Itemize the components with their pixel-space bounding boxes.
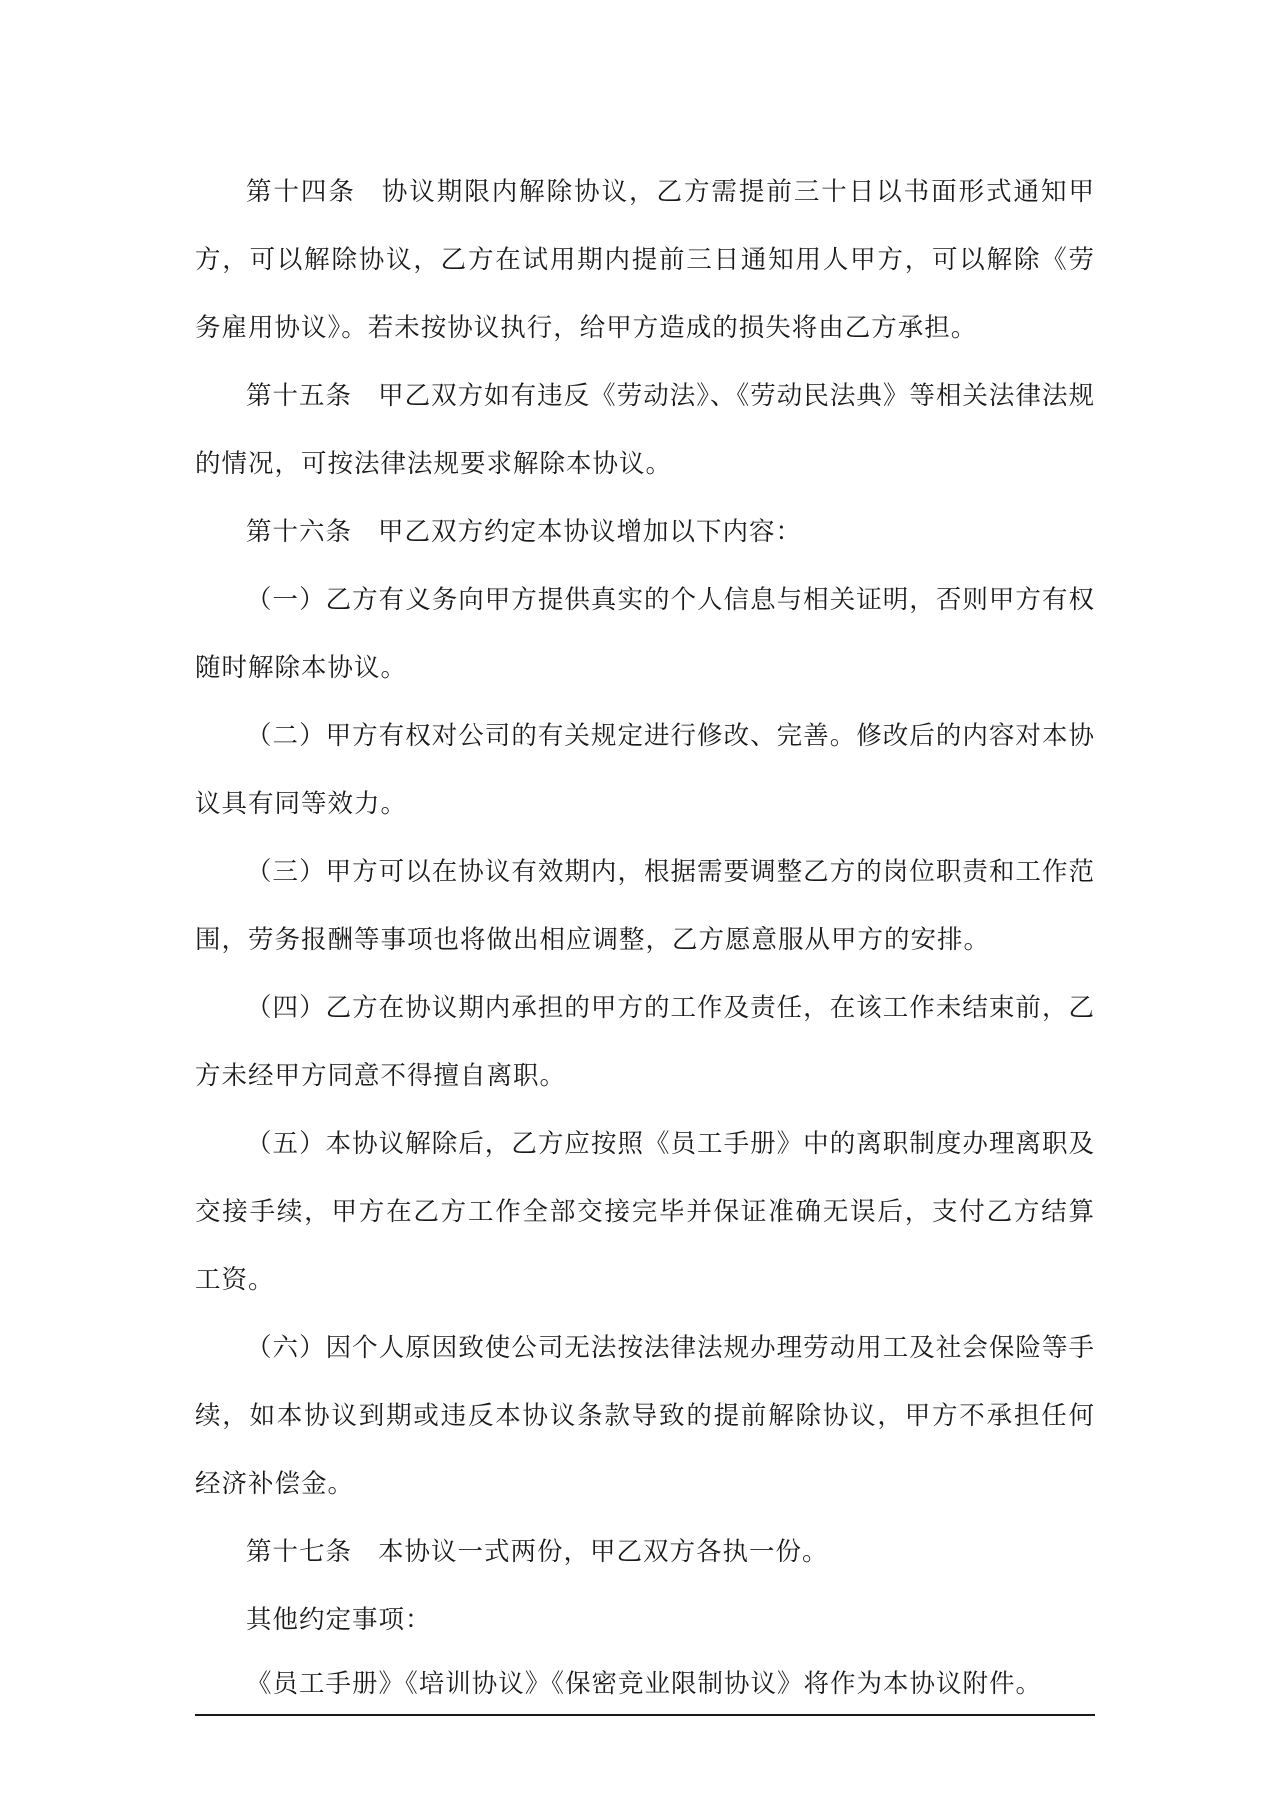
article-17 xyxy=(195,1518,1095,1586)
clause-6 xyxy=(195,1314,1095,1518)
document-page xyxy=(195,158,1095,1716)
article-text: 本协议一式两份，甲乙双方各执一份。 xyxy=(378,1537,829,1567)
article-text: 甲乙双方如有违反《劳动法》、《劳动民法典》等相关法律法规的情况，可按法律法规要求解除本协议。 xyxy=(195,381,1095,479)
clause-5 xyxy=(195,1110,1095,1314)
article-number: 第十六条 xyxy=(246,517,353,547)
article-number: 第十五条 xyxy=(246,381,353,411)
clause-text: （六）因个人原因致使公司无法按法律法规办理劳动用工及社会保险等手续，如本协议到期或违反本协议条款导致的提前解除协议，甲方不承担任何经济补偿金。 xyxy=(195,1333,1095,1499)
clause-text: （四）乙方在协议期内承担的甲方的工作及责任，在该工作未结束前，乙方未经甲方同意不得擅自离职。 xyxy=(195,993,1095,1091)
article-number: 第十七条 xyxy=(246,1537,353,1567)
article-number: 第十四条 xyxy=(246,177,356,207)
other-matters-text: 其他约定事项： xyxy=(246,1605,432,1635)
article-15 xyxy=(195,362,1095,498)
article-16 xyxy=(195,498,1095,566)
other-matters-heading xyxy=(195,1586,1095,1654)
clause-2 xyxy=(195,702,1095,838)
clause-text: （三）甲方可以在协议有效期内，根据需要调整乙方的岗位职责和工作范围，劳务报酬等事项也将做出相应调整，乙方愿意服从甲方的安排。 xyxy=(195,857,1095,955)
attachment-line: 《员工手册》《培训协议》《保密竞业限制协议》将作为本协议附件。 xyxy=(195,1654,1095,1716)
article-text: 甲乙双方约定本协议增加以下内容： xyxy=(378,517,803,547)
clause-text: （五）本协议解除后，乙方应按照《员工手册》中的离职制度办理离职及交接手续，甲方在乙方工作全部交接完毕并保证准确无误后，支付乙方结算工资。 xyxy=(195,1129,1095,1295)
clause-1 xyxy=(195,566,1095,702)
article-text: 协议期限内解除协议，乙方需提前三十日以书面形式通知甲方，可以解除协议，乙方在试用期内提前三日通知用人甲方，可以解除《劳务雇用协议》。若未按协议执行，给甲方造成的损失将由乙方承担。 xyxy=(195,177,1095,343)
article-14 xyxy=(195,158,1095,362)
clause-text: （二）甲方有权对公司的有关规定进行修改、完善。修改后的内容对本协议具有同等效力。 xyxy=(195,721,1095,819)
clause-4 xyxy=(195,974,1095,1110)
clause-text: （一）乙方有义务向甲方提供真实的个人信息与相关证明，否则甲方有权随时解除本协议。 xyxy=(195,585,1095,683)
clause-3 xyxy=(195,838,1095,974)
